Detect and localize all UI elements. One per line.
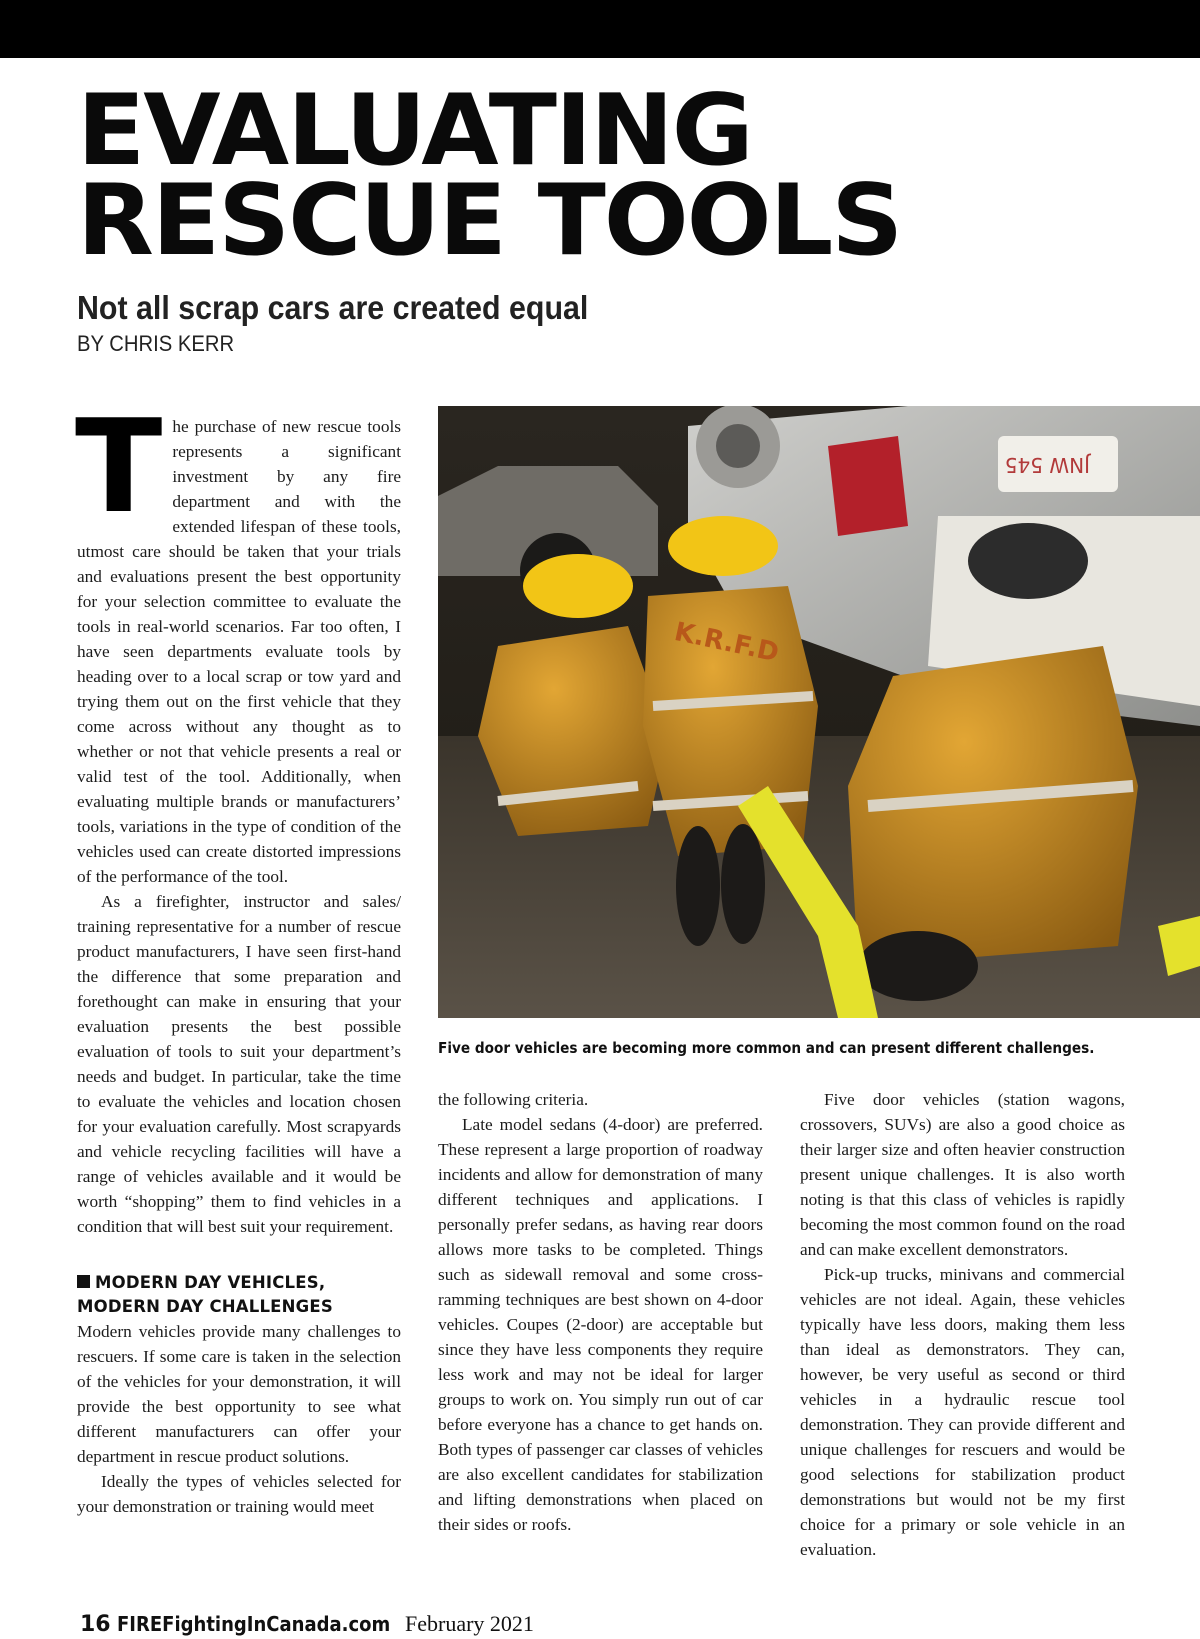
column-3	[800, 1087, 1125, 1562]
jacket-lettering: K.R.F.D	[671, 616, 782, 669]
paragraph-1	[75, 393, 401, 889]
license-plate-text: JNW 545	[1004, 453, 1090, 477]
website-name: FIREFightingInCanada.com	[116, 1612, 391, 1636]
title-line-2: RESCUE TOOLS	[77, 164, 902, 278]
photo-caption: Five door vehicles are becoming more common and can present different challenges.	[438, 1039, 1095, 1057]
paragraph-3: Modern vehicles provide many challenges to rescuers. If some care is taken in the selection of the vehicles for your demonstration, it will provide the best opportunity to see what different manufacturers can offer your department in rescue product solutions.	[77, 1322, 401, 1466]
paragraph-2: As a firefighter, instructor and sales/ training representative for a number of rescue product manufacturers, I have seen first-hand the difference that some preparation and forethought can make in ensuring that your evaluation presents the best possible evaluation of tools to suit your department’s needs and budget. In particular, take the time to evaluate the vehicles and location chosen for your evaluation carefully. Most scrapyards and vehicle recycling facilities will have a range of vehicles available and it would be worth “shopping” them to find vehicles in a condition that will best suit your requirement.	[77, 892, 401, 1236]
section-heading-line-2: MODERN DAY CHALLENGES	[77, 1297, 333, 1316]
section-heading	[77, 1271, 401, 1319]
paragraph-1-text: he purchase of new rescue tools represents a significant investment by any fire department and with the extended lifespan of these tools, utmost care should be taken that your trials and evaluations present the best opportunity for your selection committee to evaluate the tools in real-world scenarios. Far too often, I have seen departments evaluate tools by heading over to a local scrap or tow yard and trying them out on the first vehicle that they come across without any thought as to whether or not that vehicle presents a real or valid test of the tool. Additionally, when evaluating multiple brands or manufacturers’ tools, variations in the type of condition of the vehicles used can create distorted impressions of the performance of the tool.	[77, 417, 401, 886]
paragraph-6: Late model sedans (4-door) are preferred. These represent a large proportion of roadway incidents and allow for demonstration of many different techniques and applications. I personally prefer sedans, as having rear doors allows more tasks to be completed. Things such as sidewall removal and some cross-ramming techniques are best shown on 4-door vehicles. Coupes (2-door) are acceptable but since they have less components they require less work and may not be ideal for larger groups to work on. You simply run out of car before everyone has a chance to get hands on. Both types of passenger car classes of vehicles are also excellent candidates for stabilization and lifting demonstrations when placed on their sides or roofs.	[438, 1115, 763, 1534]
paragraph-8: Pick-up trucks, minivans and commercial vehicles are not ideal. Again, these vehicles typically have less doors, making them less than ideal as demonstrators. They can, however, be very useful as second or third vehicles in a hydraulic rescue tool demonstration. They can provide different and unique challenges for rescuers and would be good selections for stabilization product demonstrations but would not be my first choice for a primary or sole vehicle in an evaluation.	[800, 1265, 1125, 1559]
byline: BY CHRIS KERR	[77, 331, 235, 356]
issue-date: February 2021	[405, 1611, 534, 1636]
paragraph-7: Five door vehicles (station wagons, crossovers, SUVs) are also a good choice as their larger size and often heavier construction present unique challenges. It is also worth noting is that this class of vehicles is rapidly becoming the most common found on the road and can make excellent demonstrators.	[800, 1090, 1125, 1259]
page-footer	[80, 1610, 534, 1639]
title-line-1: EVALUATING	[77, 74, 752, 188]
drop-cap: T	[75, 393, 163, 542]
article-photo	[438, 406, 1200, 1018]
top-black-bar	[0, 0, 1200, 58]
column-1	[75, 393, 401, 1519]
rescue-scene-illustration	[438, 406, 1200, 1018]
article-subtitle: Not all scrap cars are created equal	[77, 289, 589, 326]
column-2	[438, 1087, 763, 1537]
page-number: 16	[80, 1612, 111, 1637]
paragraph-5: the following criteria.	[438, 1090, 589, 1109]
section-heading-line-1: MODERN DAY VEHICLES,	[95, 1273, 326, 1292]
square-bullet-icon	[77, 1275, 90, 1288]
paragraph-4: Ideally the types of vehicles selected for your demonstration or training would meet	[77, 1472, 401, 1516]
article-title	[77, 74, 1199, 278]
